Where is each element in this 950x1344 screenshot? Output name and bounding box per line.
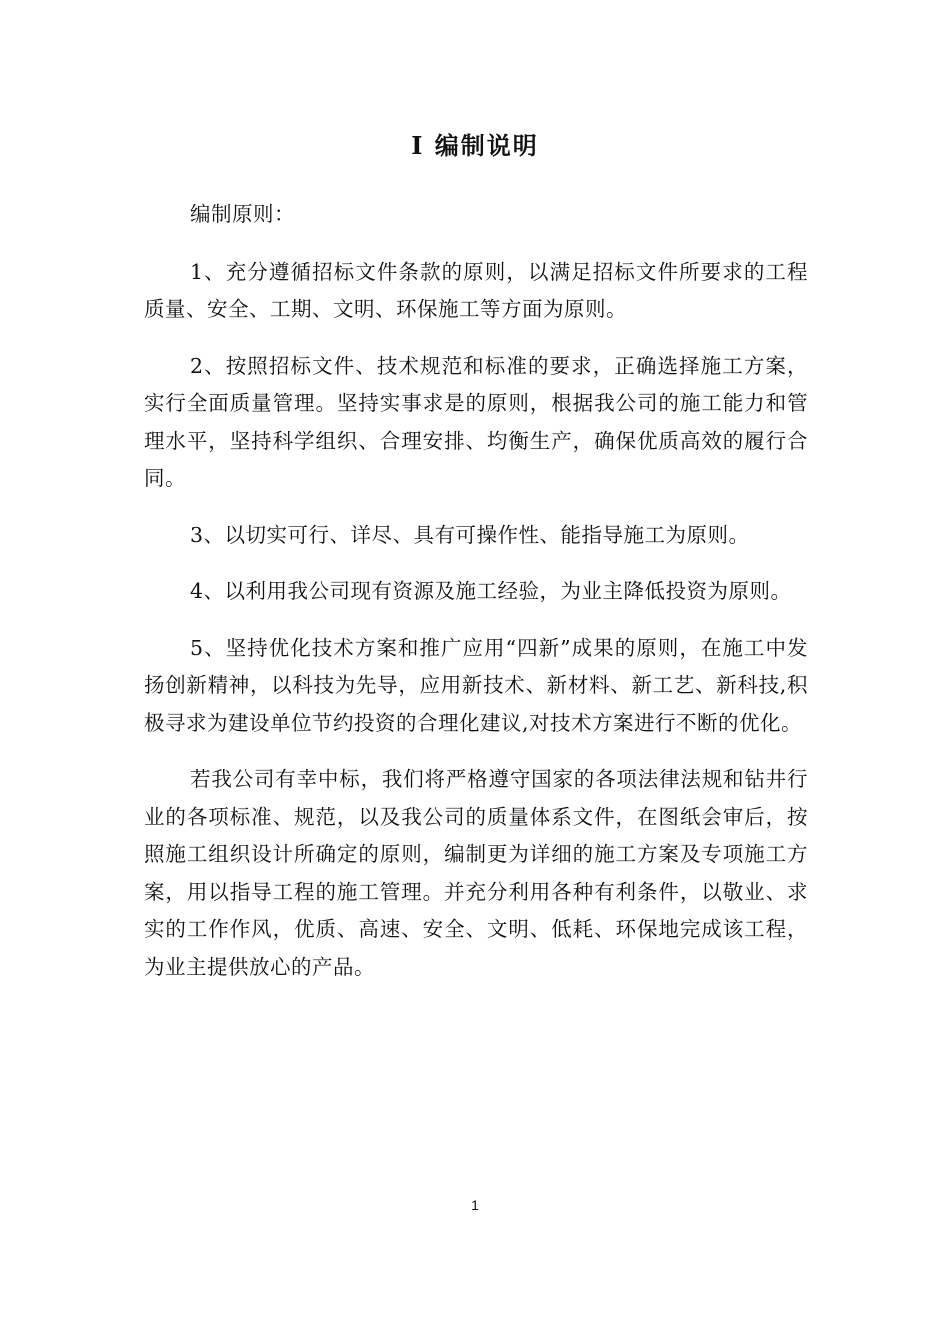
paragraph-principle-1: 1、充分遵循招标文件条款的原则，以满足招标文件所要求的工程质量、安全、工期、文明、环保施工等方面为原则。 (144, 259, 808, 321)
document-body (144, 196, 808, 1005)
paragraph-principle-3: 3、以切实可行、详尽、具有可操作性、能指导施工为原则。 (190, 522, 750, 547)
section-title: I 编制说明 (411, 131, 539, 160)
page-number: 1 (471, 1197, 479, 1213)
paragraph-principles-heading: 编制原则： (190, 202, 295, 226)
paragraph-principle-4: 4、以利用我公司现有资源及施工经验，为业主降低投资为原则。 (190, 579, 792, 603)
paragraph-commitment: 若我公司有幸中标，我们将严格遵守国家的各项法律法规和钻井行业的各项标准、规范，以及我公司的质量体系文件，在图纸会审后，按照施工组织设计所确定的原则，编制更为详细的施工方案及专项施工方案，用以指导工程的施工管理。并充分利用各种有利条件，以敬业、求实的工作作风，优质、高速、安全、文明、低耗、环保地完成该工程，为业主提供放心的产品。 (144, 767, 808, 979)
paragraph-principle-5: 5、坚持优化技术方案和推广应用“四新”成果的原则，在施工中发扬创新精神，以科技为先导，应用新技术、新材料、新工艺、新科技,积极寻求为建设单位节约投资的合理化建议,对技术方案进行不断的优化。 (144, 635, 808, 735)
paragraph-principle-2: 2、按照招标文件、技术规范和标准的要求，正确选择施工方案，实行全面质量管理。坚持实事求是的原则，根据我公司的施工能力和管理水平，坚持科学组织、合理安排、均衡生产，确保优质高效的履行合同。 (144, 353, 808, 490)
